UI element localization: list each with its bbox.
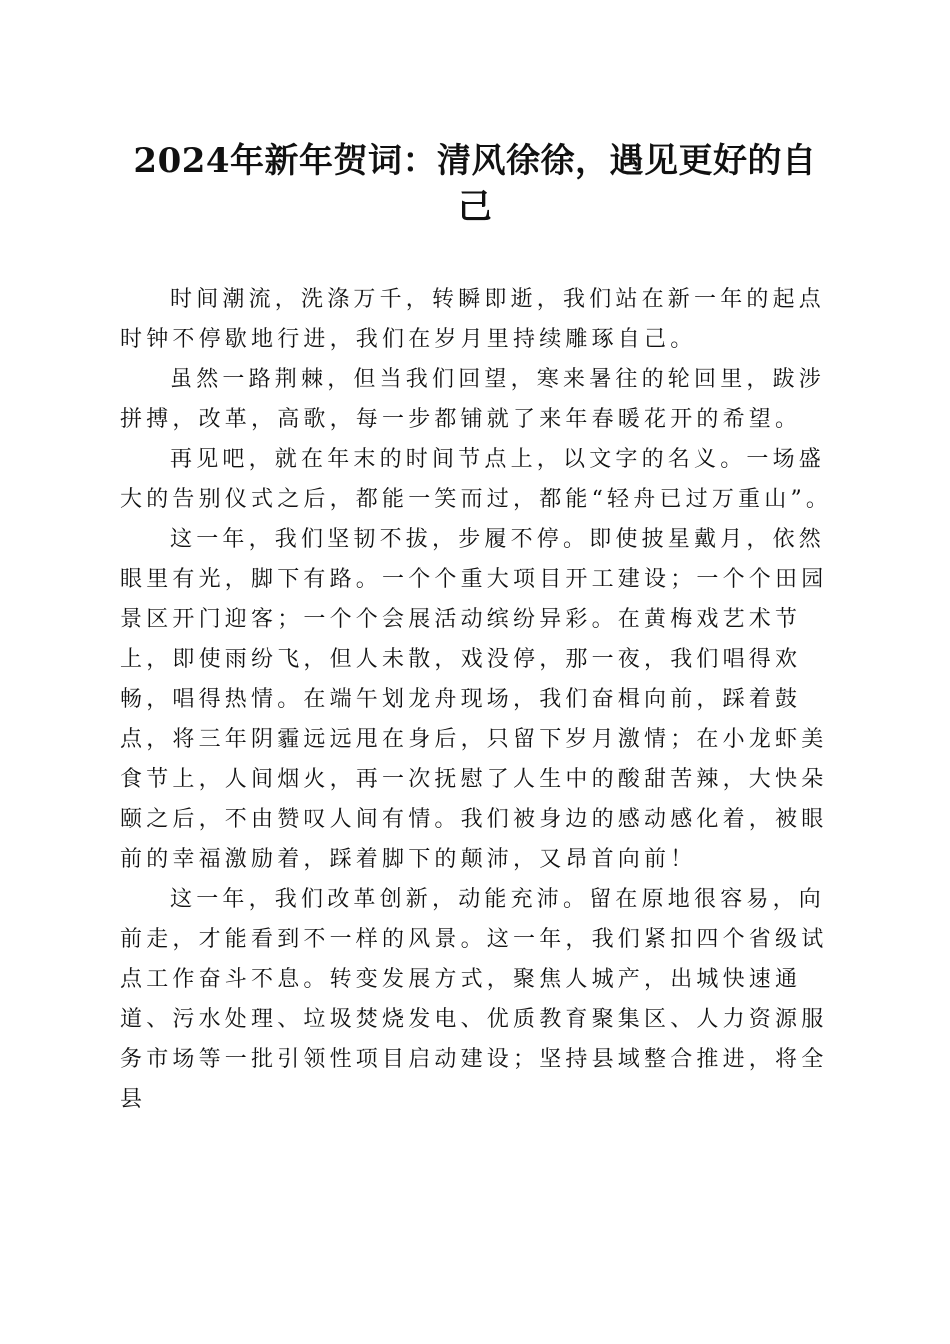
paragraph: 虽然一路荆棘，但当我们回望，寒来暑往的轮回里，跋涉拼搏，改革，高歌，每一步都铺就了来年春暖花开的希望。 <box>120 367 826 432</box>
paragraph: 这一年，我们改革创新，动能充沛。留在原地很容易，向前走，才能看到不一样的风景。这一年，我们紧扣四个省级试点工作奋斗不息。转变发展方式，聚焦人城产，出城快速通道、污水处理、垃圾焚烧发电、优质教育聚集区、人力资源服务市场等一批引领性项目启动建设；坚持县域整合推进，将全县 <box>120 887 828 1112</box>
document-body <box>120 280 840 1120</box>
page-title: 2024年新年贺词：清风徐徐，遇见更好的自己 <box>133 141 817 227</box>
paragraph: 这一年，我们坚韧不拔，步履不停。即使披星戴月，依然眼里有光，脚下有路。一个个重大项目开工建设；一个个田园景区开门迎客；一个个会展活动缤纷异彩。在黄梅戏艺术节上，即使雨纷飞，但人未散，戏没停，那一夜，我们唱得欢畅，唱得热情。在端午划龙舟现场，我们奋楫向前，踩着鼓点，将三年阴霾远远甩在身后，只留下岁月激情；在小龙虾美食节上，人间烟火，再一次抚慰了人生中的酸甜苦辣，大快朵颐之后，不由赞叹人间有情。我们被身边的感动感化着，被眼前的幸福激励着，踩着脚下的颠沛，又昂首向前！ <box>120 527 828 872</box>
paragraph: 再见吧，就在年末的时间节点上，以文字的名义。一场盛大的告别仪式之后，都能一笑而过，都能“轻舟已过万重山”。 <box>120 447 833 512</box>
paragraph: 时间潮流，洗涤万千，转瞬即逝，我们站在新一年的起点时钟不停歇地行进，我们在岁月里持续雕琢自己。 <box>120 287 826 352</box>
